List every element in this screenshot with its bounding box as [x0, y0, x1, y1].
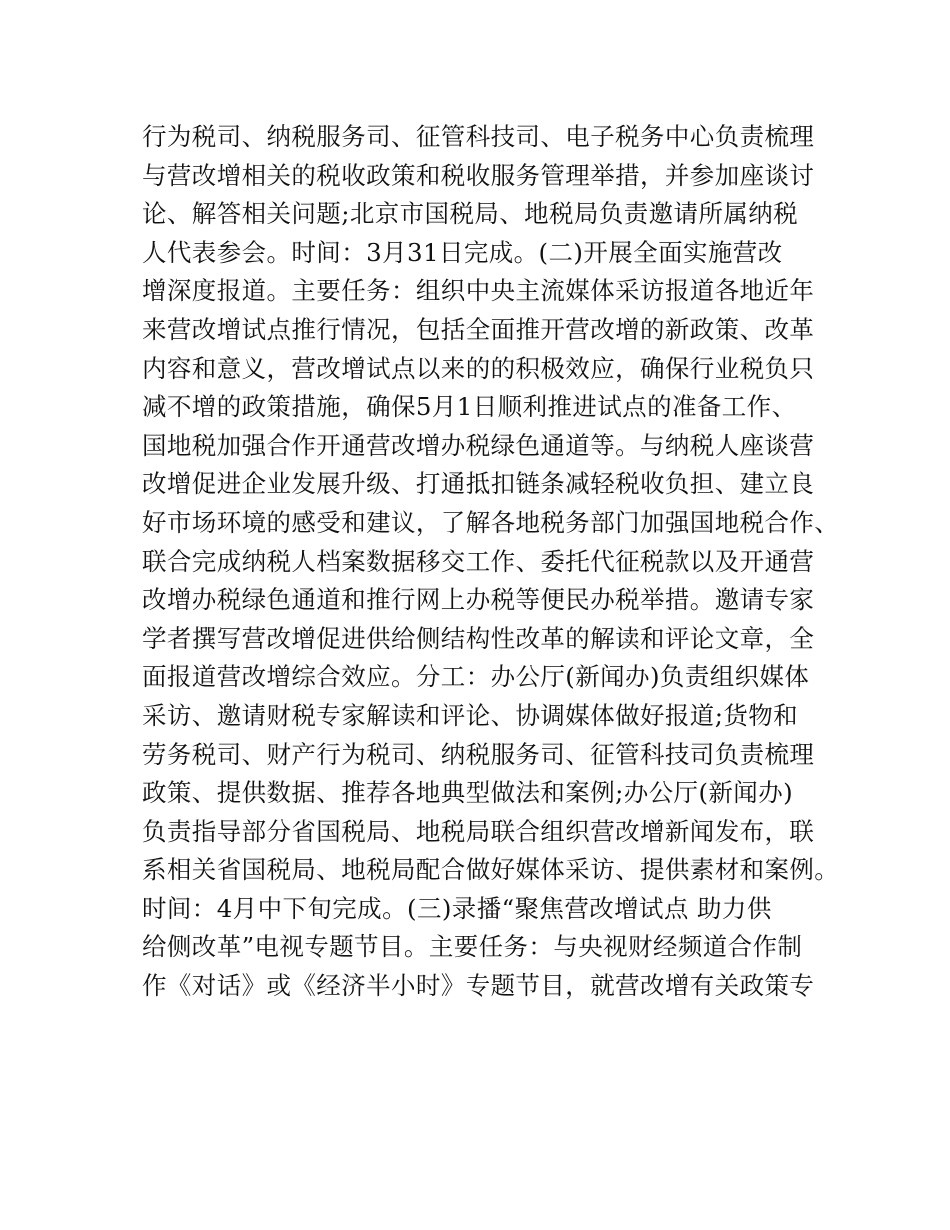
body-text	[142, 118, 840, 1006]
text-line-17: 劳务税司、财产行为税司、纳税服务司、征管科技司负责梳理	[142, 739, 815, 769]
text-line-16: 采访、邀请财税专家解读和评论、协调媒体做好报道;货物和	[142, 700, 799, 730]
text-line-19: 负责指导部分省国税局、地税局联合组织营改增新闻发布，联	[142, 816, 815, 846]
text-line-21: 时间：4月中下旬完成。(三)录播“聚焦营改增试点 助力供	[142, 893, 772, 923]
text-line-22: 给侧改革”电视专题节目。主要任务：与央视财经频道合作制	[142, 932, 803, 962]
text-line-20: 系相关省国税局、地税局配合做好媒体采访、提供素材和案例。	[142, 855, 840, 885]
text-line-6: 来营改增试点推行情况，包括全面推开营改增的新政策、改革	[142, 314, 815, 344]
text-line-12: 联合完成纳税人档案数据移交工作、委托代征税款以及开通营	[142, 546, 815, 576]
text-line-3: 论、解答相关问题;北京市国税局、地税局负责邀请所属纳税	[142, 199, 799, 229]
text-line-14: 学者撰写营改增促进供给侧结构性改革的解读和评论文章，全	[142, 623, 815, 653]
text-line-8: 减不增的政策措施，确保5月1日顺利推进试点的准备工作、	[142, 392, 797, 422]
text-line-18: 政策、提供数据、推荐各地典型做法和案例;办公厅(新闻办)	[142, 778, 794, 808]
text-line-13: 改增办税绿色通道和推行网上办税等便民办税举措。邀请专家	[142, 585, 815, 615]
text-line-5: 增深度报道。主要任务：组织中央主流媒体采访报道各地近年	[142, 276, 815, 306]
text-line-4: 人代表参会。时间：3月31日完成。(二)开展全面实施营改	[142, 237, 783, 267]
text-line-10: 改增促进企业发展升级、打通抵扣链条减轻税收负担、建立良	[142, 469, 815, 499]
text-line-2: 与营改增相关的税收政策和税收服务管理举措，并参加座谈讨	[142, 160, 815, 190]
text-line-11: 好市场环境的感受和建议，了解各地税务部门加强国地税合作、	[142, 507, 840, 537]
text-line-15: 面报道营改增综合效应。分工：办公厅(新闻办)负责组织媒体	[142, 662, 810, 692]
text-line-1: 行为税司、纳税服务司、征管科技司、电子税务中心负责梳理	[142, 122, 815, 151]
text-line-9: 国地税加强合作开通营改增办税绿色通道等。与纳税人座谈营	[142, 430, 815, 460]
text-line-23: 作《对话》或《经济半小时》专题节目，就营改增有关政策专	[142, 971, 815, 1001]
text-line-7: 内容和意义，营改增试点以来的的积极效应，确保行业税负只	[142, 353, 815, 383]
